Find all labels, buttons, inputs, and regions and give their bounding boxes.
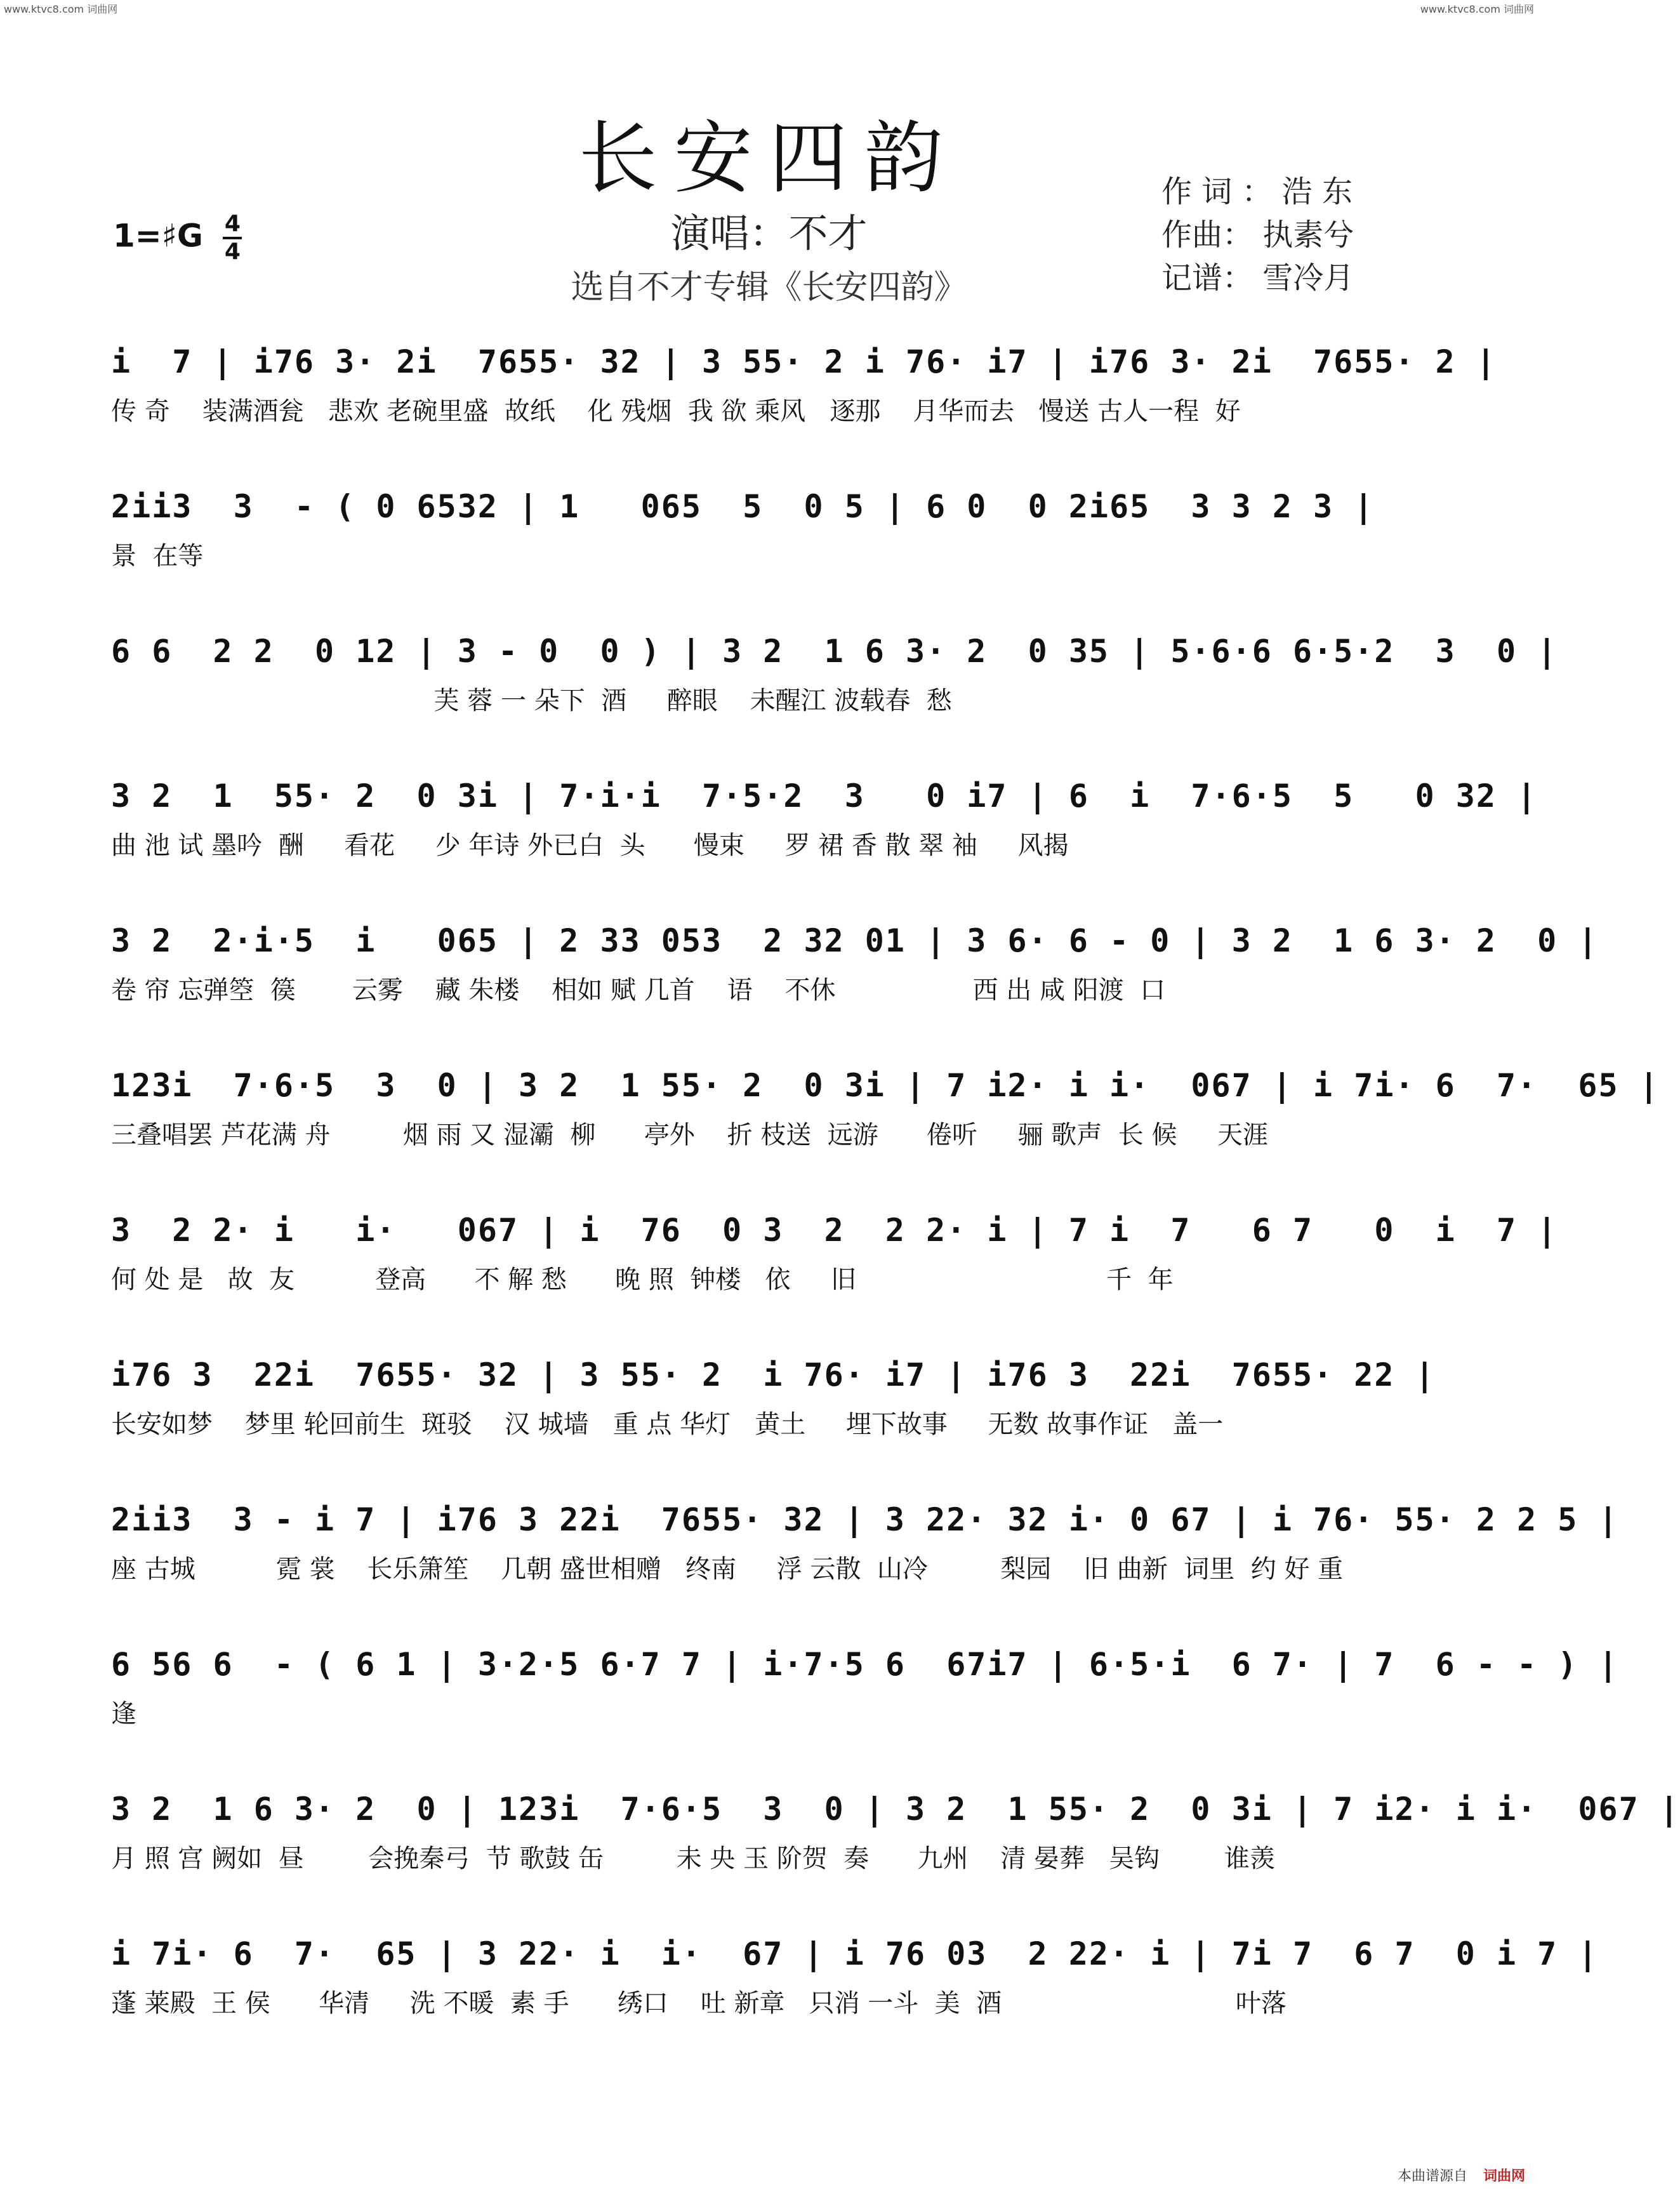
time-top: 4 [224,211,241,237]
notation-line: 3 2 1 6 3· 2 0 | 123i 7·6·5 3 0 | 3 2 1 55· 2 0 3i | 7 i2· i i· 067 | [111,1791,1680,1828]
notation-line: 123i 7·6·5 3 0 | 3 2 1 55· 2 0 3i | 7 i2· i i· 067 | i 7i· 6 7· 65 | [111,1067,1660,1104]
score-row [111,1909,1599,2036]
transcriber-credit: 记谱： 雪冷月 [1161,260,1354,296]
notation-line: i76 3 22i 7655· 32 | 3 55· 2 i 76· i7 | i76 3 22i 7655· 22 | [111,1357,1436,1393]
score-row [111,1620,1619,1747]
key-signature [113,213,242,263]
site-watermark-right: www.ktvc8.com 词曲网 [1420,3,1534,15]
album-line: 选自不才专辑《长安四韵》 [571,269,967,307]
score-row [111,607,1558,734]
lyric-line: 何 处 是 故 友 登高 不 解 愁 晚 照 钟楼 依 旧 千 年 [111,1265,1174,1294]
notation-line: i 7i· 6 7· 65 | 3 22· i i· 67 | i 76 03 2 22· i | 7i 7 6 7 0 i 7 | [111,1935,1599,1972]
score-row [111,896,1599,1023]
lyric-line: 蓬 莱殿 王 侯 华清 洗 不暖 素 手 绣口 吐 新章 只消 一斗 美 酒 叶落 [111,1989,1286,2018]
notation-line: 2ii3 3 - ( 0 6532 | 1 065 5 0 5 | 6 0 0 2i65 3 3 2 3 | [111,488,1375,525]
credits [1161,170,1354,300]
site-watermark-left: www.ktvc8.com 词曲网 [4,3,118,15]
score-row [111,752,1538,879]
lyric-line: 长安如梦 梦里 轮回前生 斑驳 汉 城墙 重 点 华灯 黄土 埋下故事 无数 故事作证 盖一 [111,1410,1224,1439]
lyric-line: 曲 池 试 墨吟 酬 看花 少 年诗 外已白 头 慢束 罗 裙 香 散 翠 袖 风揭 [111,831,1069,860]
lyric-line: 月 照 宫 阙如 昼 会挽秦弓 节 歌鼓 缶 未 央 玉 阶贺 奏 九州 清 晏葬 吴钩 谁羡 [111,1844,1275,1873]
notation-line: 6 56 6 - ( 6 1 | 3·2·5 6·7 7 | i·7·5 6 67i7 | 6·5·i 6 7· | 7 6 - - ) | [111,1646,1619,1683]
score-row [111,1041,1660,1168]
footer-logo: 词曲网 [1483,2168,1525,2184]
singer-line: 演唱：不才 [670,210,868,256]
score-row [111,1475,1619,1602]
lyric-line: 座 古城 霓 裳 长乐箫笙 几朝 盛世相赠 终南 浮 云散 山冷 梨园 旧 曲新 词里 约 好 重 [111,1555,1344,1584]
lyric-line: 景 在等 [111,541,204,571]
time-signature [223,213,242,263]
score-row [111,1765,1680,1892]
notation-line: 3 2 2· i i· 067 | i 76 0 3 2 2 2· i | 7 i 7 6 7 0 i 7 | [111,1212,1558,1249]
song-title: 长安四韵 [578,113,960,204]
notation-line: 6 6 2 2 0 12 | 3 - 0 0 ) | 3 2 1 6 3· 2 0 35 | 5·6·6 6·5·2 3 0 | [111,633,1558,670]
lyric-line: 逢 [111,1699,136,1729]
footer-credit [1398,2165,1525,2185]
footer-source: 本曲谱源自 [1397,2168,1467,2184]
time-bottom: 4 [224,239,241,265]
score-row [111,1331,1436,1457]
notation-line: i 7 | i76 3· 2i 7655· 32 | 3 55· 2 i 76· i7 | i76 3· 2i 7655· 2 | [111,343,1497,380]
notation-line: 2ii3 3 - i 7 | i76 3 22i 7655· 32 | 3 22· 32 i· 0 67 | i 76· 55· 2 2 5 | [111,1501,1619,1538]
lyric-line: 传 奇 装满酒瓮 悲欢 老碗里盛 故纸 化 残烟 我 欲 乘风 逐那 月华而去 慢送 古人一程 好 [111,397,1241,426]
key-label: 1=♯G [113,217,203,255]
composer-credit: 作曲： 执素兮 [1161,217,1354,253]
notation-line: 3 2 1 55· 2 0 3i | 7·i·i 7·5·2 3 0 i7 | 6 i 7·6·5 5 0 32 | [111,778,1538,814]
lyric-line: 三叠唱罢 芦花满 舟 烟 雨 又 湿灞 柳 亭外 折 枝送 远游 倦听 骊 歌声 长 候 天涯 [111,1120,1269,1150]
lyric-line: 芙 蓉 一 朵下 酒 醉眼 未醒江 波载春 愁 [111,686,952,715]
score-row [111,317,1497,444]
notation-line: 3 2 2·i·5 i 065 | 2 33 053 2 32 01 | 3 6· 6 - 0 | 3 2 1 6 3· 2 0 | [111,922,1599,959]
lyric-line: 卷 帘 忘弹箜 篌 云雾 藏 朱楼 相如 赋 几首 语 不休 西 出 咸 阳渡 口 [111,976,1166,1005]
score-row [111,1186,1558,1313]
score-row [111,462,1403,589]
lyricist-credit: 作 词 ： 浩 东 [1161,174,1353,209]
